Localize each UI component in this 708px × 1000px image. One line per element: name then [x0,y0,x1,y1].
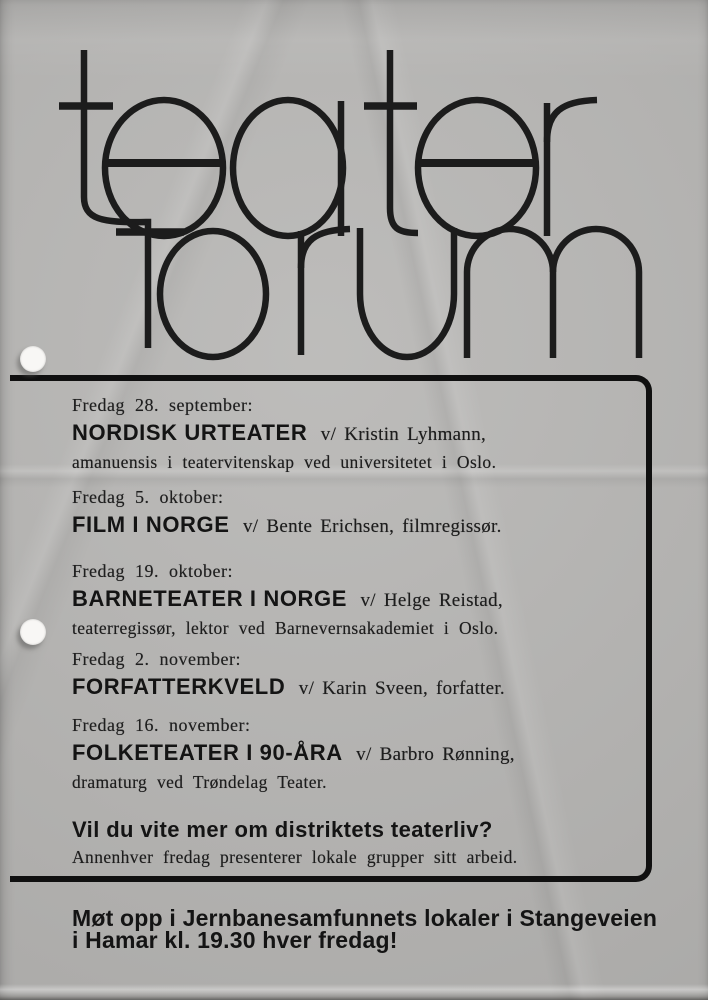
event-title-line [72,740,632,769]
event-date: Fredag 16. november: [72,715,251,735]
event-block [72,649,632,705]
event-speaker: v/ Bente Erichsen, filmregissør. [242,516,502,537]
event-speaker: v/ Kristin Lyhmann, [320,424,487,445]
event-block [72,561,632,639]
teater-forum-logo [0,0,708,380]
punch-hole [20,346,46,372]
event-title: FORFATTERKVELD [72,674,286,699]
event-title: FOLKETEATER I 90-ÅRA [72,740,343,765]
event-title-line [72,586,632,615]
event-date: Fredag 2. november: [72,649,241,669]
footer-line: Møt opp i Jernbanesamfunnets lokaler i Stangeveien [72,905,658,931]
punch-hole [20,619,46,645]
question-subtext: Annenhver fredag presenterer lokale grupper sitt arbeid. [72,847,518,867]
event-title: FILM I NORGE [72,512,230,537]
paper-bottom-edge [0,984,708,1000]
event-date: Fredag 5. oktober: [72,487,224,507]
event-date: Fredag 28. september: [72,395,253,415]
event-description: teaterregissør, lektor ved Barnevernsakademiet i Oslo. [72,618,499,638]
footer-announcement [72,905,672,953]
event-description: amanuensis i teatervitenskap ved universitetet i Oslo. [72,452,497,472]
event-date: Fredag 19. oktober: [72,561,233,581]
event-title: BARNETEATER I NORGE [72,586,348,611]
event-title-line [72,674,632,703]
event-description: dramaturg ved Trøndelag Teater. [72,772,327,792]
footer-line: i Hamar kl. 19.30 hver fredag! [72,926,398,953]
event-speaker: v/ Barbro Rønning, [356,744,515,765]
question-heading: Vil du vite mer om distriktets teaterliv? [72,817,493,842]
event-block [72,715,632,793]
event-title: NORDISK URTEATER [72,420,308,445]
event-speaker: v/ Helge Reistad, [360,590,503,611]
event-block [72,395,632,473]
event-speaker: v/ Karin Sveen, forfatter. [298,678,505,699]
event-block [72,487,632,543]
event-title-line [72,512,632,541]
question-block [72,818,632,868]
event-title-line [72,420,632,449]
